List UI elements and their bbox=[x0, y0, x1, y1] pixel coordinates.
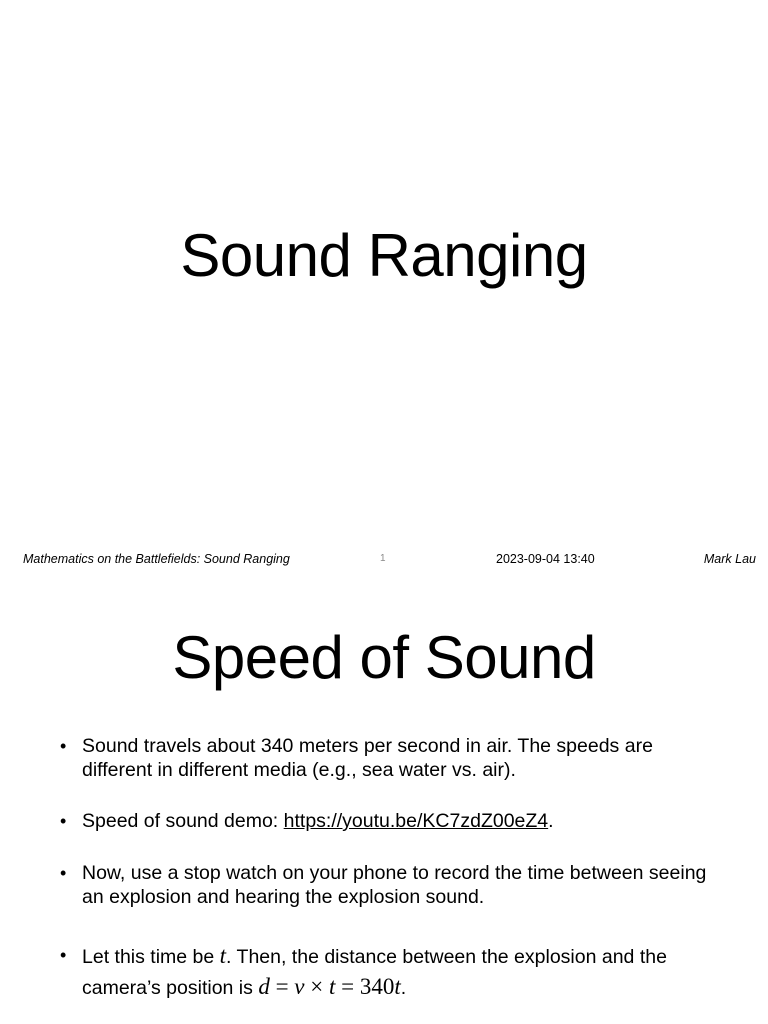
footer-course-title: Mathematics on the Battlefields: Sound Ranging bbox=[23, 552, 290, 566]
bullet-dot-icon: • bbox=[60, 863, 67, 883]
bullet-dot-icon: • bbox=[60, 811, 67, 831]
bullet-text-part2: . Then, the distance between the explosion and the camera’s position is bbox=[82, 946, 667, 999]
slide-title-speed-of-sound: Speed of Sound bbox=[172, 624, 596, 691]
bullet-stop-watch bbox=[60, 861, 722, 909]
distance-formula: d = v × t = 340t bbox=[258, 974, 401, 999]
footer-datetime: 2023-09-04 13:40 bbox=[496, 552, 595, 566]
bullet-text-end: . bbox=[400, 977, 407, 999]
bullet-speed-in-air bbox=[60, 734, 722, 782]
bullet-text-prefix: Speed of sound demo: bbox=[82, 810, 284, 832]
youtube-demo-link[interactable]: https://youtu.be/KC7zdZ00eZ4 bbox=[283, 810, 549, 832]
slide-footer bbox=[0, 551, 768, 567]
footer-author: Mark Lau bbox=[703, 552, 756, 566]
bullet-text: Sound travels about 340 meters per second in air. The speeds are different in different media (e.g., sea water vs. air). bbox=[82, 735, 653, 781]
slide-title-sound-ranging: Sound Ranging bbox=[180, 222, 588, 289]
bullet-text-part1: Let this time be bbox=[82, 946, 220, 968]
bullet-text: Now, use a stop watch on your phone to record the time between seeing an explosion and hearing the explosion sound. bbox=[82, 862, 707, 908]
bullet-distance-formula bbox=[60, 941, 722, 1003]
footer-page-number: 1 bbox=[380, 553, 386, 564]
bullet-dot-icon: • bbox=[60, 945, 67, 965]
bullet-text-suffix: . bbox=[548, 810, 554, 832]
bullet-demo-link bbox=[60, 809, 722, 833]
math-variable-t: t bbox=[219, 943, 227, 968]
bullet-dot-icon: • bbox=[60, 736, 67, 756]
